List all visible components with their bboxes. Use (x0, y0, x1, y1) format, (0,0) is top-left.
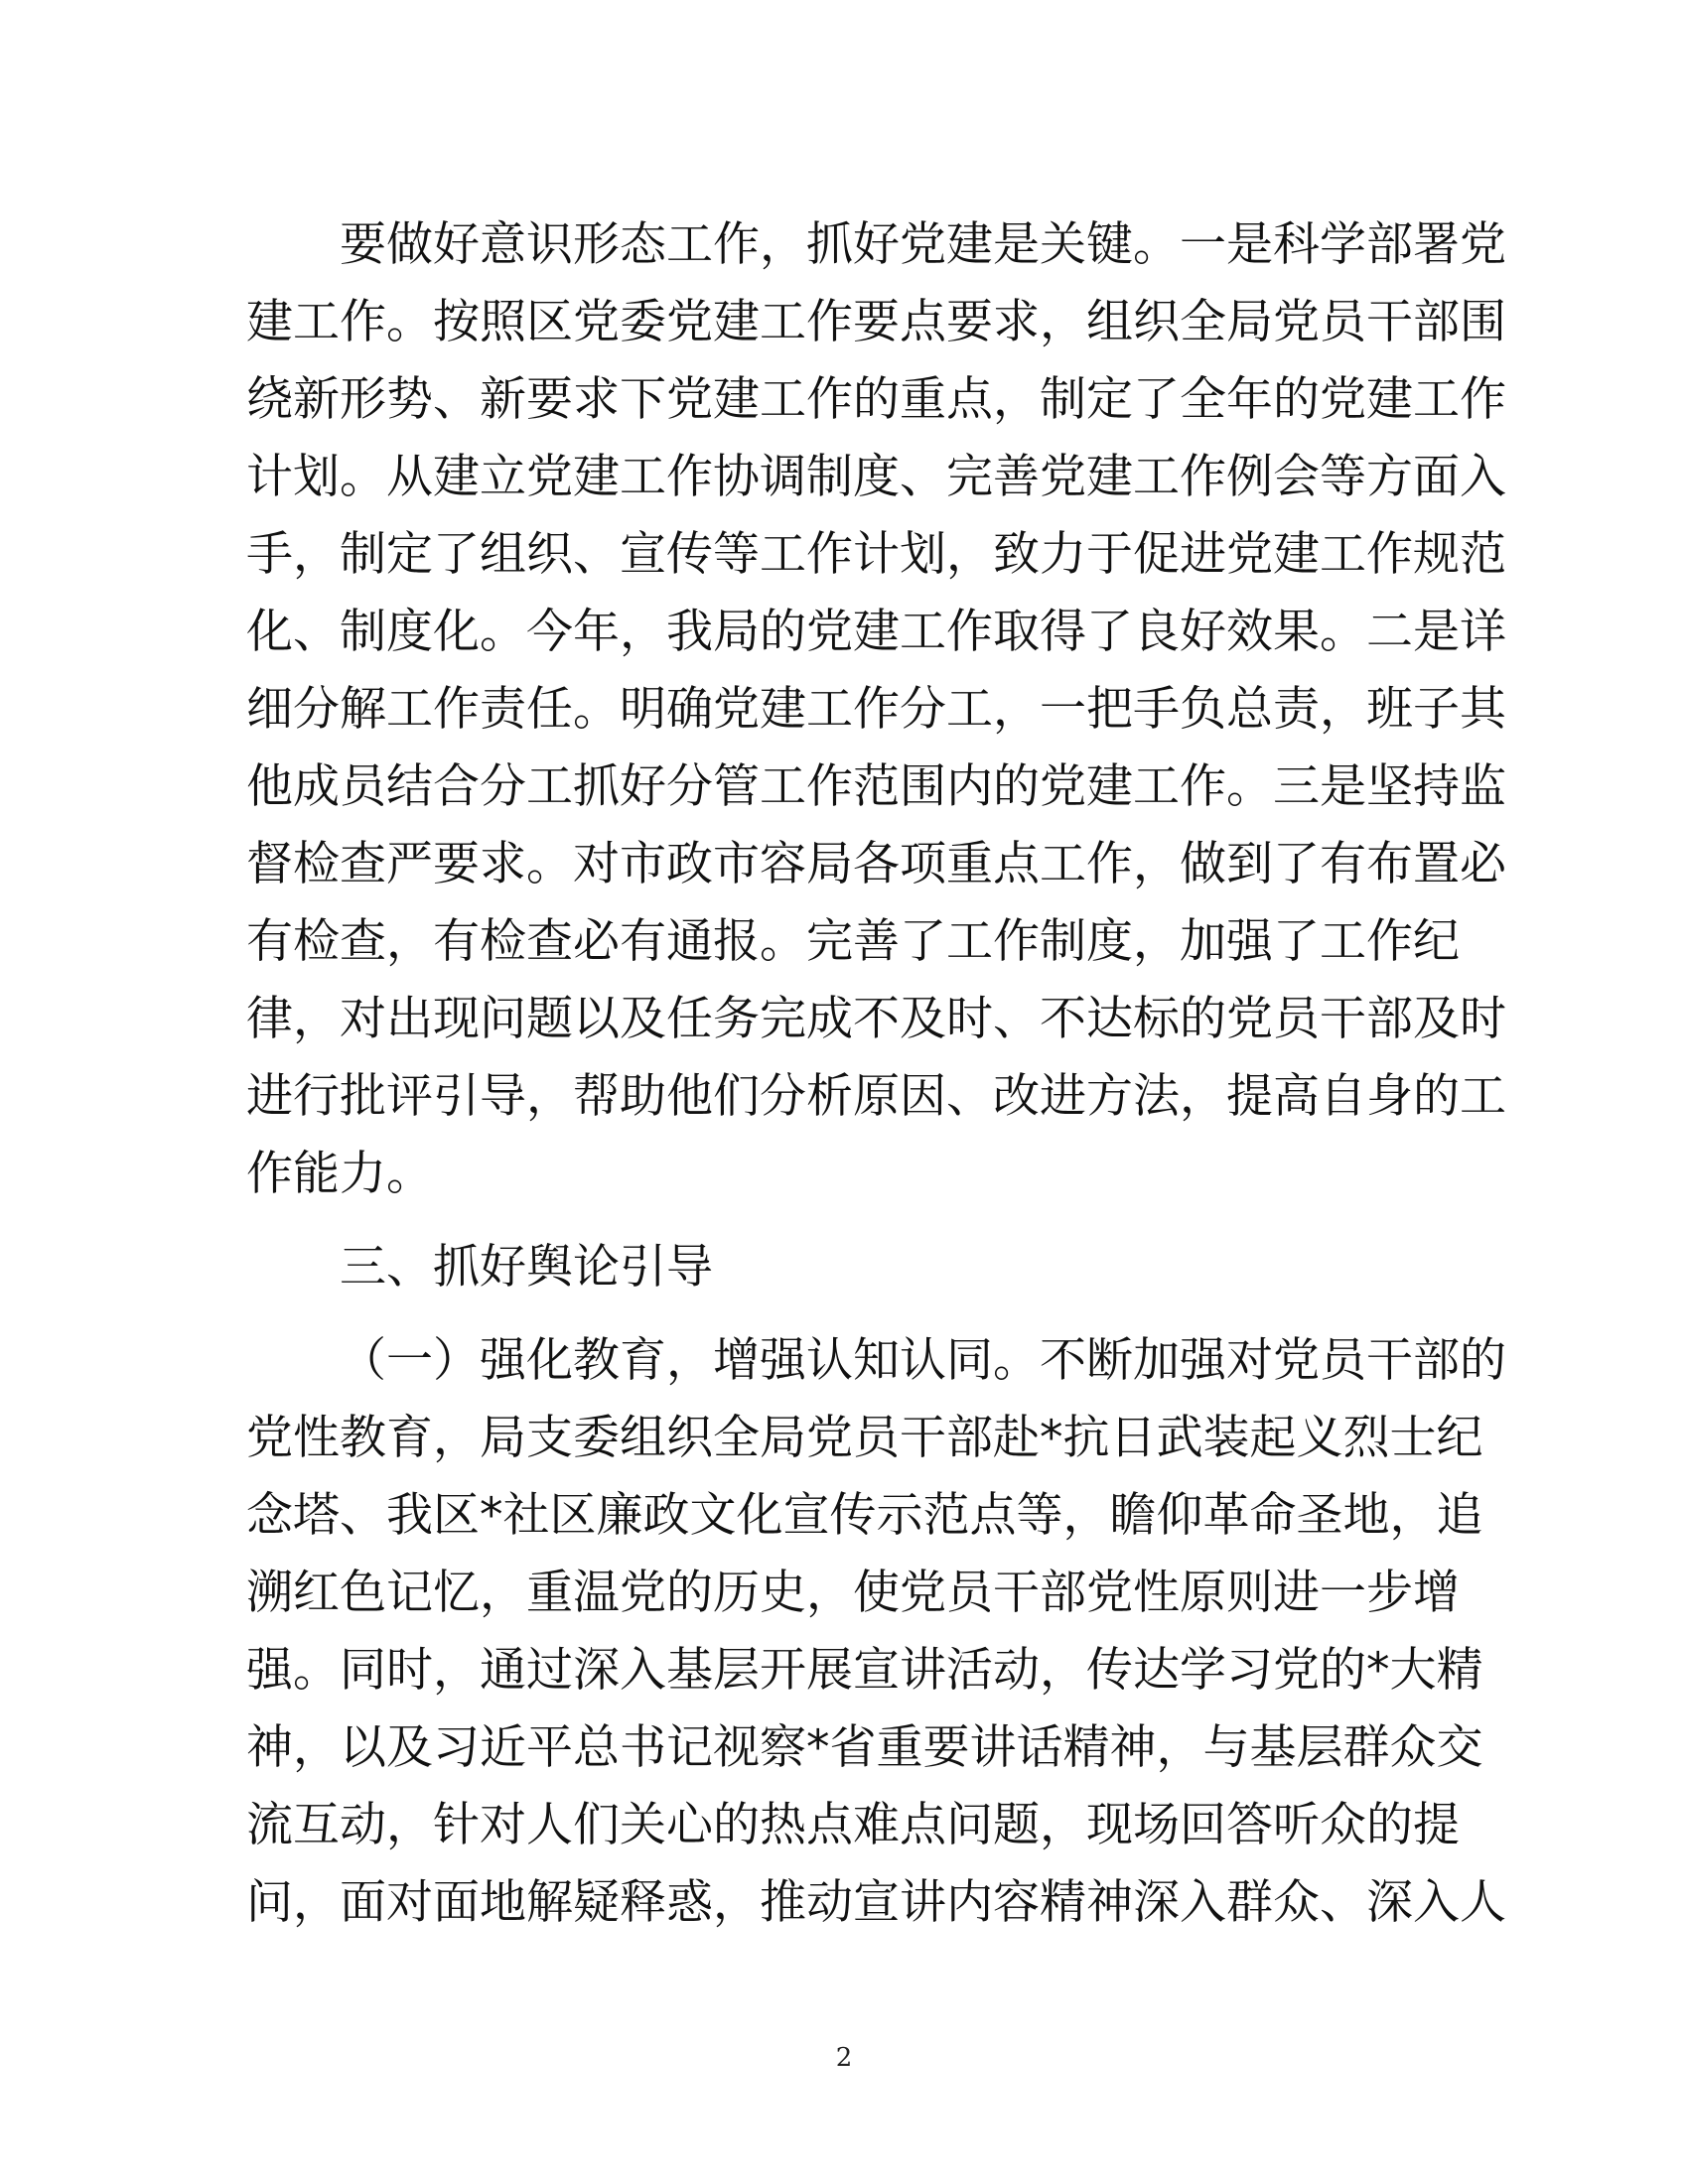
paragraph-line: 手，制定了组织、宣传等工作计划，致力于促进党建工作规范 (246, 527, 1506, 582)
paragraph-line: 计划。从建立党建工作协调制度、完善党建工作例会等方面入 (246, 450, 1506, 504)
page-number: 2 (835, 2043, 853, 2073)
paragraph-line: 念塔、我区*社区廉政文化宣传示范点等，瞻仰革命圣地，追 (246, 1488, 1483, 1543)
paragraph-line: 督检查严要求。对市政市容局各项重点工作，做到了有布置必 (246, 837, 1506, 891)
paragraph-line: 建工作。按照区党委党建工作要点要求，组织全局党员干部围 (246, 295, 1506, 349)
paragraph-line: 问，面对面地解疑释惑，推动宣讲内容精神深入群众、深入人 (246, 1875, 1506, 1930)
paragraph-line: （一）强化教育，增强认知认同。不断加强对党员干部的 (340, 1333, 1506, 1388)
paragraph-line: 进行批评引导，帮助他们分析原因、改进方法，提高自身的工 (246, 1069, 1506, 1124)
paragraph-line: 作能力。 (246, 1147, 433, 1201)
paragraph-line: 律，对出现问题以及任务完成不及时、不达标的党员干部及时 (246, 992, 1506, 1046)
paragraph-line: 细分解工作责任。明确党建工作分工，一把手负总责，班子其 (246, 682, 1506, 737)
paragraph-line: 党性教育，局支委组织全局党员干部赴*抗日武装起义烈士纪 (246, 1411, 1483, 1465)
section-heading: 三、抓好舆论引导 (340, 1240, 713, 1295)
paragraph-line: 溯红色记忆，重温党的历史，使党员干部党性原则进一步增 (246, 1566, 1460, 1620)
paragraph-line: 强。同时，通过深入基层开展宣讲活动，传达学习党的*大精 (246, 1643, 1483, 1698)
paragraph-line: 化、制度化。今年，我局的党建工作取得了良好效果。二是详 (246, 605, 1506, 659)
document-body (246, 206, 1506, 1942)
paragraph-line: 有检查，有检查必有通报。完善了工作制度，加强了工作纪 (246, 914, 1460, 969)
paragraph-line: 绕新形势、新要求下党建工作的重点，制定了全年的党建工作 (246, 372, 1506, 427)
paragraph-education (246, 1322, 1506, 1942)
paragraph-party-building (246, 206, 1506, 1213)
paragraph-line: 神，以及习近平总书记视察*省重要讲话精神，与基层群众交 (246, 1720, 1483, 1775)
paragraph-line: 他成员结合分工抓好分管工作范围内的党建工作。三是坚持监 (246, 759, 1506, 814)
paragraph-line: 要做好意识形态工作，抓好党建是关键。一是科学部署党 (340, 217, 1506, 272)
paragraph-line: 流互动，针对人们关心的热点难点问题，现场回答听众的提 (246, 1798, 1460, 1852)
